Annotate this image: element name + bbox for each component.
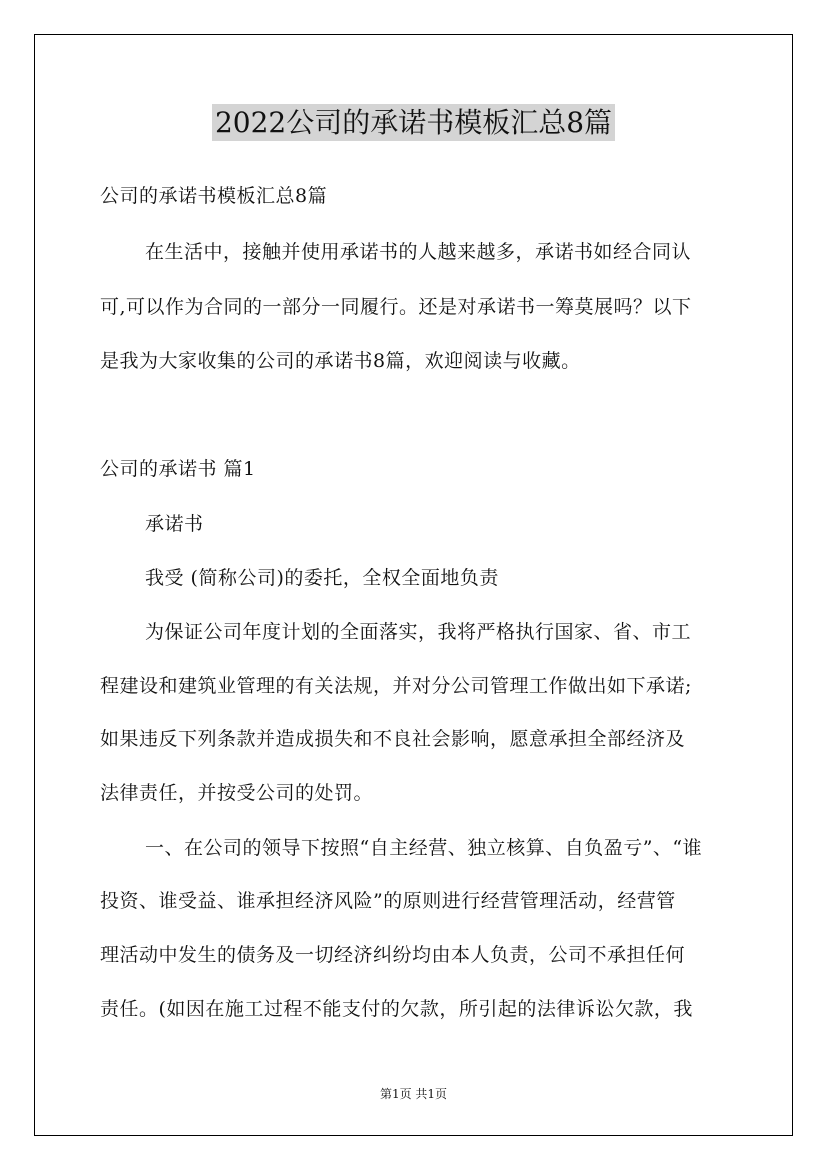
intro-line: 在生活中，接触并使用承诺书的人越来越多，承诺书如经合同认 [145, 241, 692, 263]
paragraph-line: 为保证公司年度计划的全面落实，我将严格执行国家、省、市工 [145, 621, 692, 643]
letter-title: 承诺书 [145, 513, 204, 535]
section-heading: 公司的承诺书 篇1 [100, 458, 256, 480]
paragraph-line: 一、在公司的领导下按照“自主经营、独立核算、自负盈亏”、“谁 [145, 837, 703, 859]
document-subtitle: 公司的承诺书模板汇总8篇 [100, 185, 328, 207]
intro-line: 可,可以作为合同的一部分一同履行。还是对承诺书一筹莫展吗？以下 [100, 296, 692, 318]
page-footer: 第1页 共1页 [379, 1087, 448, 1101]
document-title-text: 2022公司的承诺书模板汇总8篇 [212, 104, 615, 141]
paragraph-line: 法律责任，并按受公司的处罚。 [100, 782, 374, 804]
paragraph-line: 程建设和建筑业管理的有关法规，并对分公司管理工作做出如下承诺; [100, 675, 692, 697]
principal-line: 我受 (简称公司)的委托，全权全面地负责 [145, 567, 499, 589]
paragraph-line: 如果违反下列条款并造成损失和不良社会影响，愿意承担全部经济及 [100, 728, 686, 750]
intro-line: 是我为大家收集的公司的承诺书8篇，欢迎阅读与收藏。 [100, 350, 581, 372]
paragraph-line: 投资、谁受益、谁承担经济风险”的原则进行经营管理活动，经营管 [100, 890, 676, 912]
paragraph-line: 责任。(如因在施工过程不能支付的欠款，所引起的法律诉讼欠款，我 [100, 998, 693, 1020]
paragraph-line: 理活动中发生的债务及一切经济纠纷均由本人负责，公司不承担任何 [100, 944, 686, 966]
document-title [0, 101, 827, 141]
